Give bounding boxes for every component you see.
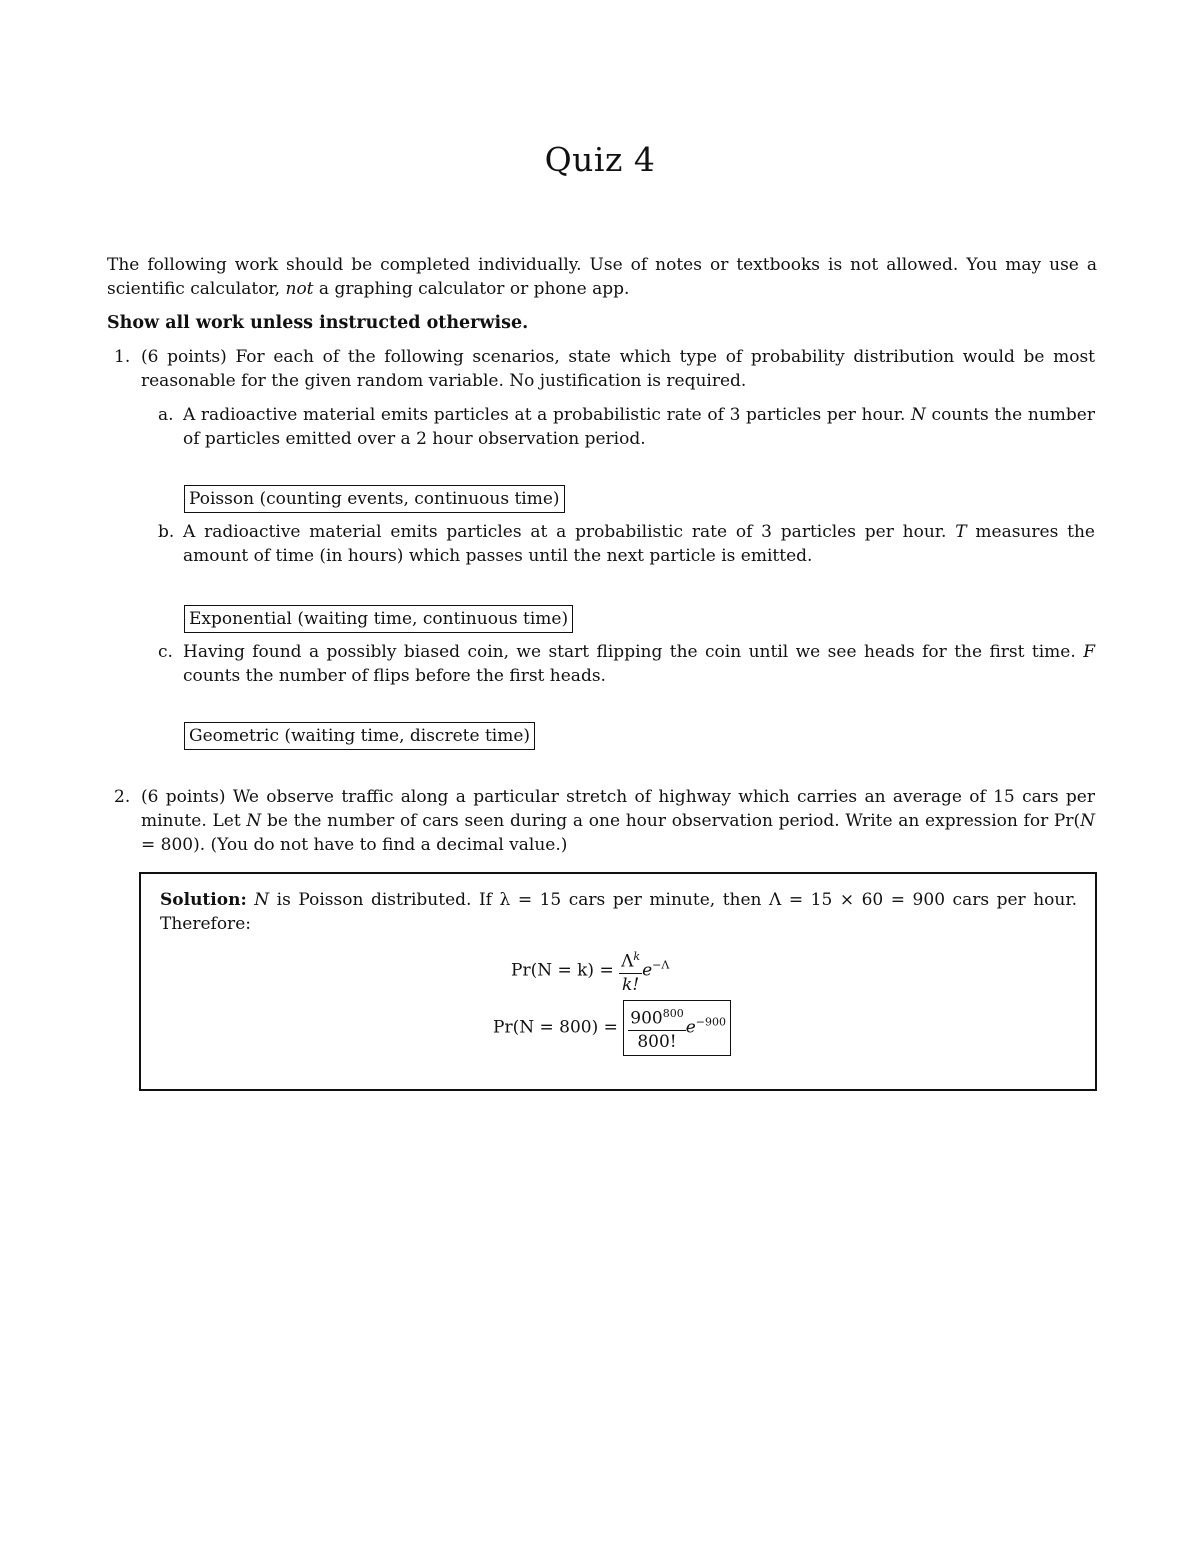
solution-text bbox=[160, 888, 1077, 936]
equation-2-boxed-answer bbox=[623, 1000, 731, 1056]
instructions bbox=[107, 253, 1097, 301]
equation-1 bbox=[511, 946, 669, 996]
equation-2-numerator-exponent: 800 bbox=[662, 1007, 684, 1020]
equation-1-fraction bbox=[619, 946, 642, 996]
equation-1-tail-base: e bbox=[642, 960, 653, 981]
part-b-text-after: measures the amount of time (in hours) which passes until the next particle is emitted. bbox=[183, 522, 1095, 566]
solution-label: Solution: bbox=[160, 890, 247, 910]
instructions-emphasis: not bbox=[285, 279, 314, 299]
question-2-text bbox=[141, 785, 1095, 857]
part-b-variable: T bbox=[955, 522, 967, 542]
equation-1-denominator-value: k! bbox=[622, 974, 640, 995]
solution-variable: N bbox=[254, 890, 270, 910]
instructions-part2: a graphing calculator or phone app. bbox=[313, 279, 630, 299]
equation-2-numerator-base: 900 bbox=[630, 1008, 663, 1029]
part-c-text bbox=[183, 640, 1095, 688]
part-c-text-after: counts the number of flips before the first heads. bbox=[183, 666, 606, 686]
equation-2-lhs: Pr(N = 800) = bbox=[493, 1017, 618, 1038]
question-1-number: 1. bbox=[114, 347, 131, 367]
equation-2 bbox=[493, 1000, 731, 1056]
part-a-text bbox=[183, 403, 1095, 451]
equation-1-lhs: Pr(N = k) = bbox=[511, 960, 614, 981]
question-2-variable: N bbox=[246, 811, 262, 831]
part-c-variable: F bbox=[1083, 642, 1095, 662]
equation-1-denominator bbox=[619, 973, 642, 996]
solution-body: is Poisson distributed. If λ = 15 cars per minute, then Λ = 15 × 60 = 900 cars per hour. Therefore: bbox=[160, 890, 1077, 934]
equation-1-numerator bbox=[619, 946, 642, 973]
part-b-answer: Exponential (waiting time, continuous time) bbox=[184, 605, 573, 633]
equation-2-tail-exponent: −900 bbox=[695, 1015, 726, 1029]
question-2-variable-2: N bbox=[1080, 811, 1095, 831]
part-a-label: a. bbox=[158, 405, 174, 425]
part-c-text-before: Having found a possibly biased coin, we start flipping the coin until we see heads for the first time. bbox=[183, 642, 1084, 662]
part-b-label: b. bbox=[158, 522, 175, 542]
part-b-text-before: A radioactive material emits particles at a probabilistic rate of 3 particles per hour. bbox=[183, 522, 956, 542]
part-c-label: c. bbox=[158, 642, 173, 662]
question-1-text: (6 points) For each of the following scenarios, state which type of probability distribution would be most reasonable for the given random variable. No justification is required. bbox=[141, 347, 1095, 391]
part-a-variable: N bbox=[911, 405, 926, 425]
equation-2-numerator bbox=[628, 1003, 685, 1030]
part-b-text bbox=[183, 520, 1095, 568]
part-a-text-after: counts the number of particles emitted over a 2 hour observation period. bbox=[183, 405, 1095, 449]
equation-1-tail-exponent: −Λ bbox=[652, 958, 670, 972]
part-a-answer: Poisson (counting events, continuous time) bbox=[184, 485, 565, 513]
solution-box bbox=[139, 872, 1097, 1091]
question-2-text-b: be the number of cars seen during a one hour observation period. Write an expression for Pr( bbox=[261, 811, 1081, 831]
question-2-text-a: (6 points) We observe traffic along a particular stretch of highway which carries an average of 15 cars per minute. Let bbox=[141, 787, 1095, 831]
part-a-text-before: A radioactive material emits particles at a probabilistic rate of 3 particles per hour. bbox=[183, 405, 912, 425]
part-c-answer: Geometric (waiting time, discrete time) bbox=[184, 722, 535, 750]
equation-1-numerator-exponent: k bbox=[633, 950, 641, 963]
equation-2-tail-base: e bbox=[685, 1017, 696, 1038]
equation-2-denominator: 800! bbox=[628, 1030, 685, 1053]
instructions-part1: The following work should be completed individually. Use of notes or textbooks is not allowed. You may use a scientific calculator, bbox=[107, 255, 1097, 299]
show-all-work-note: Show all work unless instructed otherwise. bbox=[107, 313, 529, 333]
question-2-text-c: = 800). (You do not have to find a decimal value.) bbox=[141, 835, 568, 855]
equation-2-fraction bbox=[628, 1003, 685, 1053]
equation-1-numerator-base: Λ bbox=[621, 951, 634, 972]
page-title: Quiz 4 bbox=[544, 140, 656, 179]
question-2-number: 2. bbox=[114, 787, 131, 807]
